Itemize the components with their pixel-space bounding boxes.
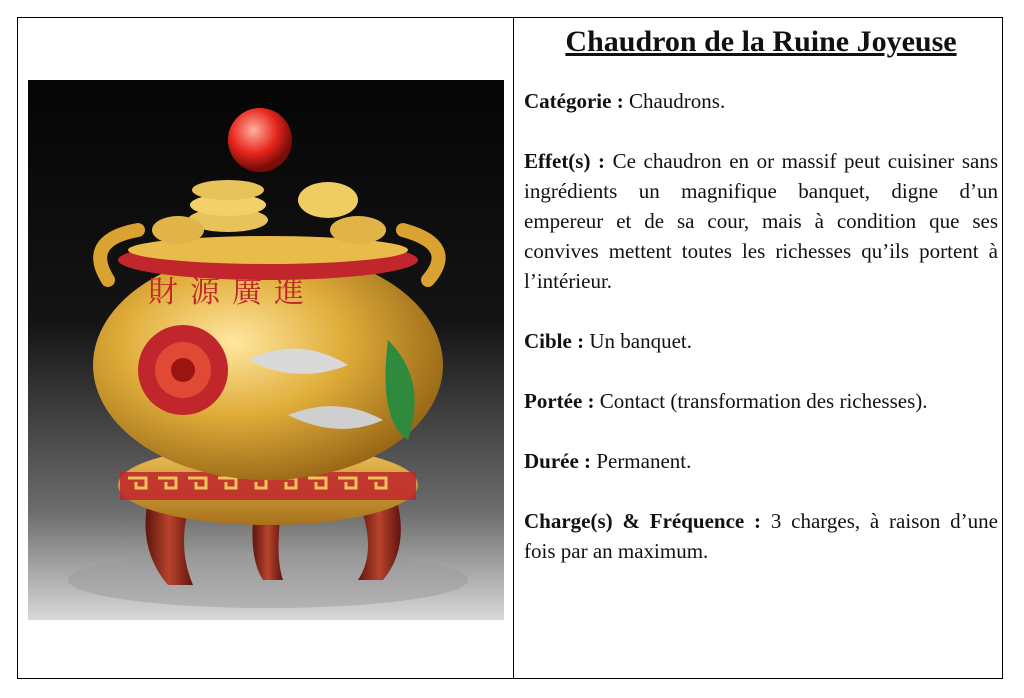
field-label: Cible : — [524, 329, 585, 353]
field-category — [524, 86, 998, 116]
item-title: Chaudron de la Ruine Joyeuse — [565, 25, 957, 58]
glyph-3: 廣 — [232, 275, 262, 310]
field-effect — [524, 146, 998, 296]
field-label: Durée : — [524, 449, 592, 473]
field-value: Permanent. — [591, 449, 692, 473]
cauldron-image — [28, 80, 504, 620]
glyph-1: 財 — [148, 275, 178, 310]
field-label: Catégorie : — [524, 89, 624, 113]
column-divider — [513, 18, 514, 678]
field-charges — [524, 506, 998, 566]
description-column — [524, 24, 998, 596]
field-value: Un banquet. — [584, 329, 692, 353]
field-duration — [524, 446, 998, 476]
field-label: Effet(s) : — [524, 149, 606, 173]
field-target — [524, 326, 998, 356]
field-label: Charge(s) & Fréquence : — [524, 509, 762, 533]
glyph-4: 進 — [274, 275, 304, 310]
field-label: Portée : — [524, 389, 595, 413]
field-value: 3 charges, à raison d’une fois par an maximum. — [524, 509, 998, 563]
golden-cauldron-illustration-icon — [28, 80, 504, 620]
glyph-2: 源 — [190, 275, 220, 310]
field-range — [524, 386, 998, 416]
field-value: Contact (transformation des richesses). — [594, 389, 928, 413]
field-value: Chaudrons. — [623, 89, 726, 113]
field-value: Ce chaudron en or massif peut cuisiner sans ingrédients un magnifique banquet, digne d’un empereur et de sa cour, mais à condition que ses convives mettent toutes les richesses qu’ils portent à l’intérieur. — [524, 149, 998, 293]
item-card — [17, 17, 1003, 679]
